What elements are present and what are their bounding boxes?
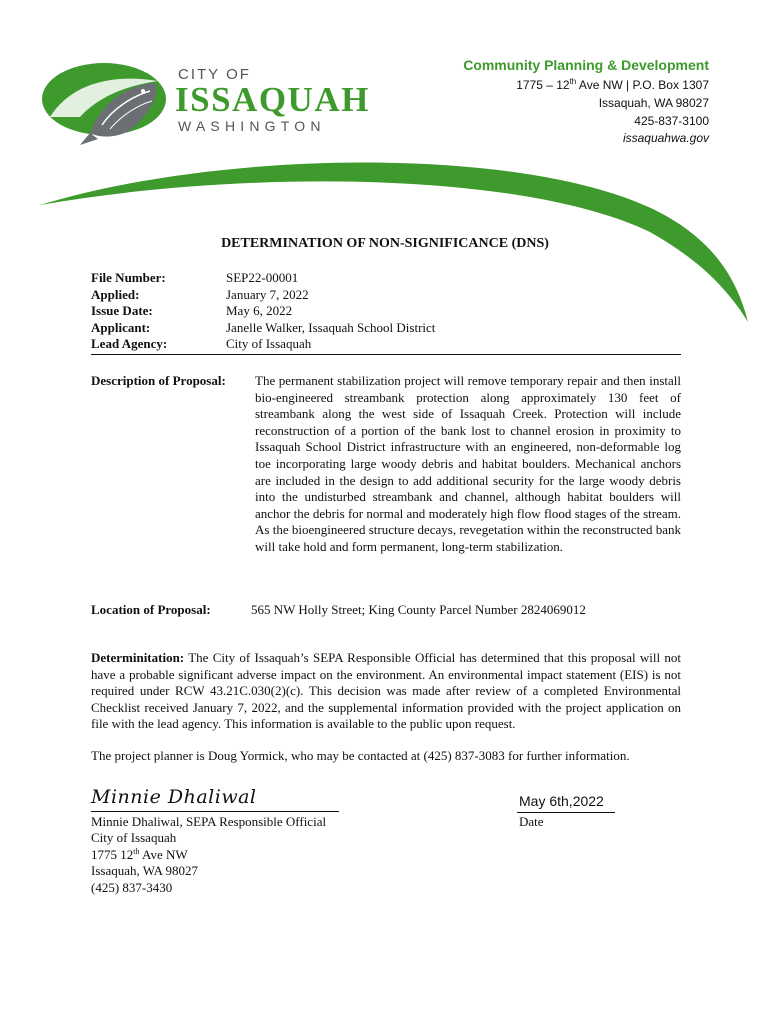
- signatory-phone: (425) 837-3430: [91, 879, 173, 895]
- info-row-applicant: [91, 320, 681, 337]
- date-line: [517, 812, 615, 813]
- info-value: May 6, 2022: [226, 303, 293, 318]
- description-text: The permanent stabilization project will remove temporary repair and then install bio-engineered streambank protection along approximately 130 feet of streambank along the west side of Issaquah Creek. Protection will include reconstruction of a portion of the bank lost to channel erosion in proximity to Issaquah School District infrastructure with an engineered, non-deformable log toe incorporating large woody debris and habitat boulders. Mechanical anchors are included in the design to add additional security for the large woody debris into the undisturbed streambank and channel, although habitat boulders will anchor the debris for normal and moderately high flow flood stages of the stream. As the bioengineered structure decays, revegetation within the reconstructed bank will take hold and form permanent, long-term stabilization.: [255, 373, 681, 554]
- determination-label: Determinitation:: [91, 650, 185, 665]
- website-link[interactable]: issaquahwa.gov: [622, 131, 709, 145]
- description-label: Description of Proposal:: [91, 373, 226, 388]
- info-row-issue-date: [91, 303, 681, 320]
- city-logo-emblem-icon: [40, 55, 170, 150]
- signatory-org: City of Issaquah: [91, 830, 177, 846]
- info-value: SEP22-00001: [226, 270, 299, 285]
- info-label: Applicant:: [91, 319, 151, 335]
- planner-contact: The project planner is Doug Yormick, who may be contacted at (425) 837-3083 for further information.: [91, 748, 630, 763]
- signatory-name-title: Minnie Dhaliwal, SEPA Responsible Official: [91, 814, 327, 829]
- department-title: Community Planning & Development: [463, 57, 709, 73]
- date-label: Date: [519, 814, 544, 829]
- info-label: Applied:: [91, 286, 140, 302]
- handwritten-signature: Minnie Dhaliwal: [91, 786, 257, 808]
- info-label: Issue Date:: [91, 303, 153, 318]
- location-label: Location of Proposal:: [91, 602, 211, 617]
- signatory-city: Issaquah, WA 98027: [91, 863, 199, 879]
- address-line-1: 1775 – 12th Ave NW | P.O. Box 1307: [516, 77, 709, 92]
- info-row-lead-agency: [91, 336, 681, 353]
- info-value: January 7, 2022: [226, 286, 309, 302]
- location-text: 565 NW Holly Street; King County Parcel Number 2824069012: [251, 602, 586, 617]
- logo-city-name: ISSAQUAH: [175, 80, 370, 119]
- determination-text: The City of Issaquah’s SEPA Responsible Official has determined that this proposal will not have a probable significant adverse impact on the environment. An environmental impact statement (EIS) is not required under RCW 43.21C.030(2)(c). This decision was made after review of a completed Environmental Checklist received January 7, 2022, and the supplemental information provided with the project application on file with the lead agency. This information is available to the public upon request.: [91, 650, 682, 732]
- signature-line: [91, 811, 339, 812]
- signatory-block: [91, 814, 326, 896]
- signature-date-value: May 6th,2022: [519, 793, 604, 809]
- determination-paragraph: [91, 650, 681, 733]
- signatory-street: 1775 12th Ave NW: [91, 846, 188, 862]
- address-line-2: Issaquah, WA 98027: [598, 96, 709, 110]
- info-row-applied: [91, 287, 681, 304]
- document-title: DETERMINATION OF NON-SIGNIFICANCE (DNS): [221, 236, 549, 251]
- phone: 425-837-3100: [634, 114, 709, 128]
- logo-city-of: CITY OF: [178, 66, 251, 83]
- info-value: Janelle Walker, Issaquah School District: [226, 319, 436, 335]
- info-value: City of Issaquah: [226, 336, 312, 351]
- info-row-file-number: [91, 270, 681, 287]
- info-label: File Number:: [91, 270, 166, 285]
- logo-state: WASHINGTON: [178, 118, 326, 134]
- info-label: Lead Agency:: [91, 336, 168, 351]
- file-info-table: [91, 270, 681, 355]
